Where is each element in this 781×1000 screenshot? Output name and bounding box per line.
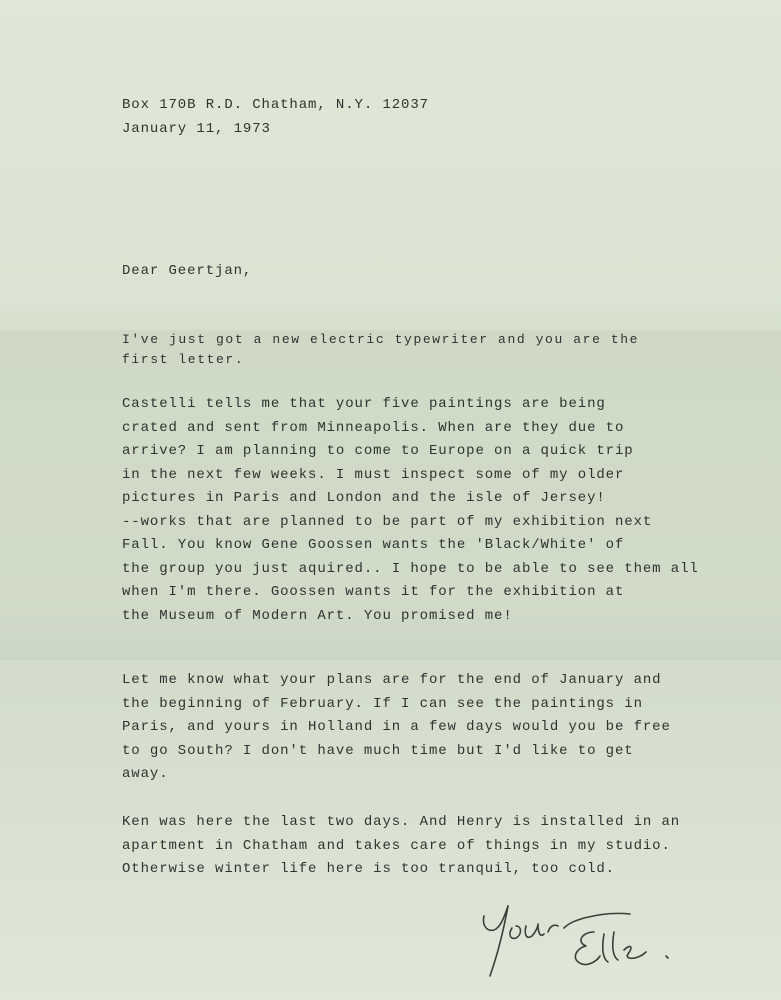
body-line: Otherwise winter life here is too tranquil, too cold.	[122, 861, 615, 877]
body-line: the beginning of February. If I can see the paintings in	[122, 695, 643, 712]
sender-address: Box 170B R.D. Chatham, N.Y. 12037	[122, 97, 429, 113]
handwritten-signature	[478, 898, 688, 986]
body-line: I've just got a new electric typewriter and you are the	[122, 332, 640, 347]
body-line: Fall. You know Gene Goossen wants the 'Black/White' of	[122, 537, 625, 553]
body-line: pictures in Paris and London and the isle of Jersey!	[122, 490, 606, 506]
salutation: Dear Geertjan,	[122, 263, 253, 279]
body-line: Castelli tells me that your five paintings are being	[122, 396, 606, 412]
body-line: away.	[122, 766, 169, 782]
letter-date: January 11, 1973	[122, 121, 271, 137]
body-line: --works that are planned to be part of my exhibition next	[122, 513, 653, 530]
body-line: the Museum of Modern Art. You promised me!	[122, 607, 513, 624]
body-line: arrive? I am planning to come to Europe on a quick trip	[122, 443, 634, 459]
body-line: apartment in Chatham and takes care of things in my studio.	[122, 837, 671, 854]
body-line: Ken was here the last two days. And Henry is installed in an	[122, 814, 681, 830]
body-line: Let me know what your plans are for the end of January and	[122, 672, 662, 688]
body-line: first letter.	[122, 352, 245, 367]
body-line: when I'm there. Goossen wants it for the exhibition at	[122, 584, 625, 600]
body-line: in the next few weeks. I must inspect some of my older	[122, 466, 625, 483]
body-line: Paris, and yours in Holland in a few days would you be free	[122, 719, 671, 735]
body-line: to go South? I don't have much time but I'd like to get	[122, 742, 634, 759]
body-line: crated and sent from Minneapolis. When are they due to	[122, 419, 625, 436]
body-line: the group you just aquired.. I hope to be able to see them all	[122, 560, 699, 577]
